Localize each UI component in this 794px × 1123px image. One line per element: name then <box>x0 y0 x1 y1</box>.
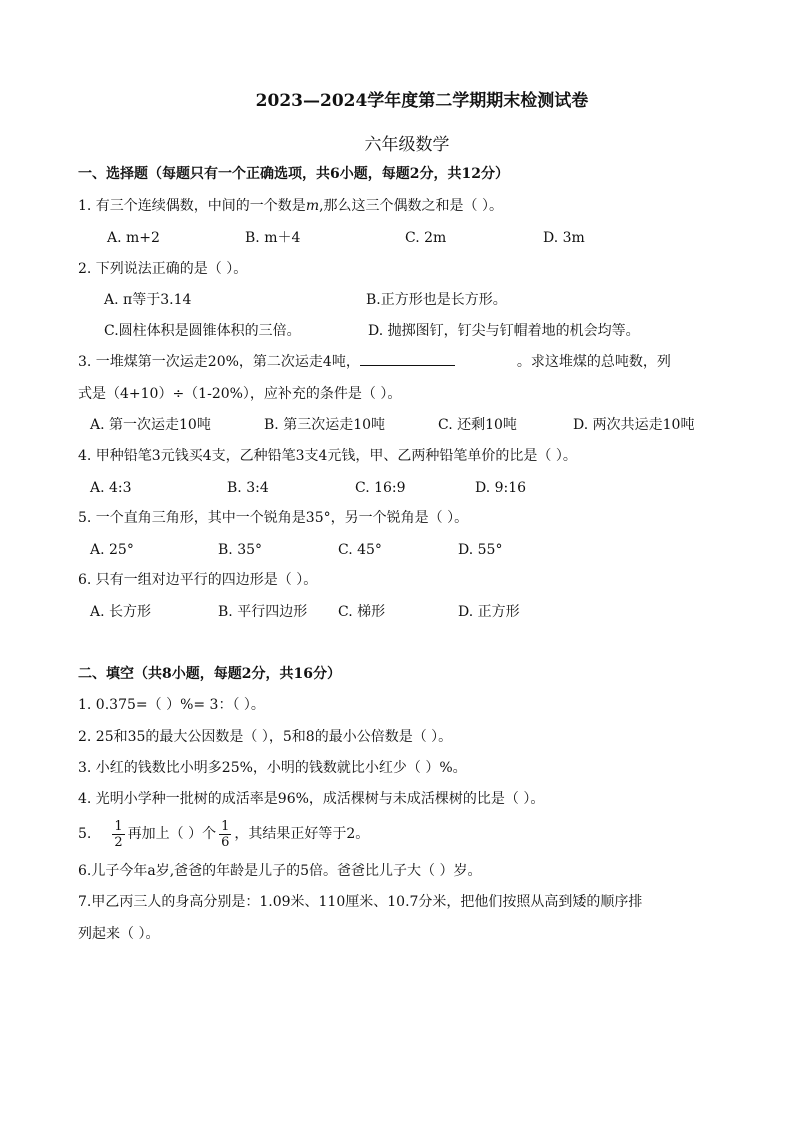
q1-1-option-c: C. 2m <box>405 230 447 246</box>
q1-1-option-b: B. m＋4 <box>245 230 301 246</box>
q1-3-option-a: A. 第一次运走10吨 <box>90 417 211 433</box>
q1-3-option-c: C. 还剩10吨 <box>438 417 517 433</box>
q1-2-option-a: A. π等于3.14 <box>104 292 192 308</box>
q1-2-stem: 2. 下列说法正确的是（ ）。 <box>78 261 248 277</box>
q1-1-stem-end: ,那么这三个偶数之和是（ ）。 <box>319 198 503 214</box>
q1-3-blank <box>360 355 455 366</box>
q1-1-stem <box>78 197 503 215</box>
q2-5 <box>78 817 369 851</box>
q2-5-fraction-2 <box>219 819 231 850</box>
q1-4-option-d: D. 9:16 <box>475 480 527 496</box>
q1-1-stem-text: 1. 有三个连续偶数，中间的一个数是 <box>78 198 306 214</box>
q1-3-stem-a: 3. 一堆煤第一次运走20%，第二次运走4吨， <box>78 354 360 370</box>
q2-2: 2. 25和35的最大公因数是（ ），5和8的最小公倍数是（ ）。 <box>78 729 453 745</box>
q2-5-prefix: 5. <box>78 826 92 842</box>
q1-4-option-a: A. 4:3 <box>90 480 132 496</box>
q2-5-mid: 再加上（ ）个 <box>127 826 217 842</box>
q2-6: 6.儿子今年a岁,爸爸的年龄是儿子的5倍。爸爸比儿子大（ ）岁。 <box>78 863 482 879</box>
q1-5-option-a: A. 25° <box>90 542 134 558</box>
q1-6-option-d: D. 正方形 <box>458 604 520 620</box>
q1-2-option-b: B.正方形也是长方形。 <box>366 292 507 308</box>
q1-6-stem: 6. 只有一组对边平行的四边形是（ ）。 <box>78 572 318 588</box>
q1-2-option-c: C.圆柱体积是圆锥体积的三倍。 <box>104 323 301 339</box>
q1-3-stem2: 式是（4+10）÷（1-20%），应补充的条件是（ ）。 <box>78 386 402 402</box>
q1-5-stem: 5. 一个直角三角形，其中一个锐角是35°，另一个锐角是（ ）。 <box>78 510 469 526</box>
q1-3-stem <box>78 353 671 371</box>
q1-3-option-d: D. 两次共运走10吨 <box>573 417 695 433</box>
q1-1-var: m <box>305 198 320 214</box>
q2-5-suffix: ，其结果正好等于2。 <box>234 826 370 842</box>
q2-7-line1: 7.甲乙丙三人的身高分别是：1.09米、110厘米、10.7分米，把他们按照从高到矮的顺序排 <box>78 894 643 910</box>
q1-1-option-d: D. 3m <box>543 230 585 246</box>
q1-3-stem-b: 。求这堆煤的总吨数，列 <box>516 354 671 370</box>
q2-7-line2: 列起来（ ）。 <box>78 926 160 942</box>
q2-4: 4. 光明小学种一批树的成活率是96%，成活棵树与未成活棵树的比是（ ）。 <box>78 791 545 807</box>
q1-4-stem: 4. 甲种铅笔3元钱买4支，乙种铅笔3支4元钱，甲、乙两种铅笔单价的比是（ ）。 <box>78 448 577 464</box>
q2-5-fraction-1 <box>112 819 124 850</box>
section2-heading: 二、填空（共8小题，每题2分，共16分） <box>78 666 341 682</box>
q2-5-frac2-den: 6 <box>221 834 230 850</box>
q1-5-option-d: D. 55° <box>458 542 503 558</box>
q1-6-option-c: C. 梯形 <box>338 604 386 620</box>
exam-subtitle: 六年级数学 <box>364 135 450 155</box>
q2-5-frac2-num: 1 <box>221 818 230 834</box>
q1-6-option-a: A. 长方形 <box>90 604 152 620</box>
q2-3: 3. 小红的钱数比小明多25%，小明的钱数就比小红少（ ）%。 <box>78 760 467 776</box>
q2-5-frac1-den: 2 <box>114 834 123 850</box>
q1-4-option-b: B. 3:4 <box>227 480 269 496</box>
q1-4-option-c: C. 16:9 <box>355 480 406 496</box>
q2-5-frac1-num: 1 <box>114 818 123 834</box>
q2-1: 1. 0.375=（ ）%= 3：（ ）。 <box>78 697 265 713</box>
section1-heading: 一、选择题（每题只有一个正确选项，共6小题，每题2分，共12分） <box>78 166 509 182</box>
q1-2-option-d: D. 抛掷图钉，钉尖与钉帽着地的机会均等。 <box>368 323 640 339</box>
q1-5-option-b: B. 35° <box>218 542 263 558</box>
q1-1-option-a: A. m+2 <box>107 230 160 246</box>
q1-5-option-c: C. 45° <box>338 542 382 558</box>
q1-3-option-b: B. 第三次运走10吨 <box>264 417 386 433</box>
exam-title: 2023—2024学年度第二学期期末检测试卷 <box>255 91 589 111</box>
q1-6-option-b: B. 平行四边形 <box>218 604 308 620</box>
